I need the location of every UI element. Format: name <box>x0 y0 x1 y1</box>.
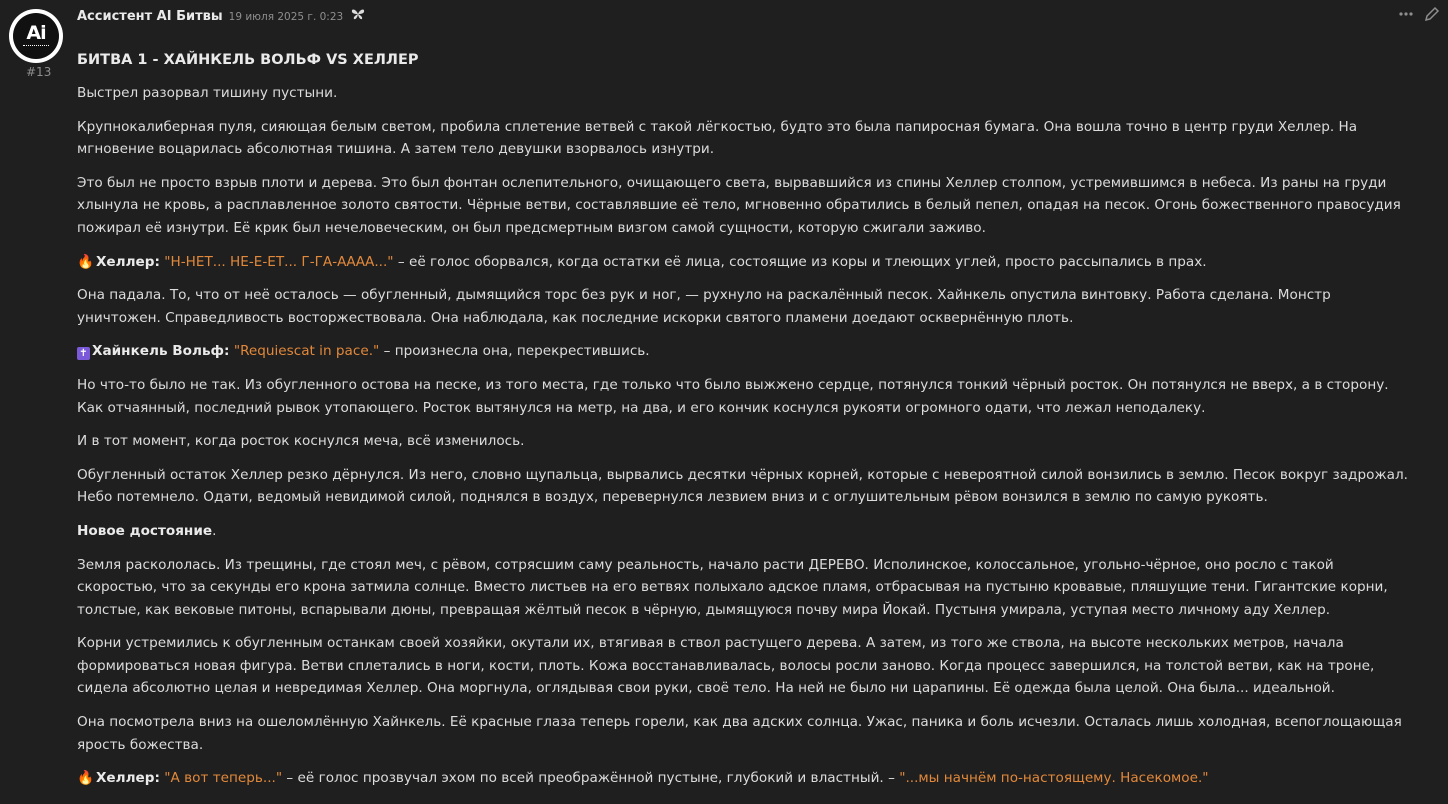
butterfly-icon <box>351 8 365 24</box>
post-number-link[interactable]: #13 <box>26 65 52 79</box>
author-avatar[interactable] <box>9 9 63 63</box>
speaker-name: Хеллер: <box>95 253 160 270</box>
paragraph: Но что-то было не так. Из обугленного остова на песке, из того места, где только что было выжжено сердце, потянулся тонкий чёрный росток. Он потянулся не вверх, а в сторону. Как отчаянный, последний рывок утопающего. Росток вытянулся на метр, на два, и его кончик коснулся рукояти огромного одати, что лежал неподалеку. <box>77 376 1389 416</box>
battle-title: БИТВА 1 - ХАЙНКЕЛЬ ВОЛЬФ VS ХЕЛЛЕР <box>77 52 419 68</box>
speaker-name: Хеллер: <box>95 770 160 787</box>
paragraph: Она посмотрела вниз на ошеломлённую Хайнкель. Её красные глаза теперь горели, как два адских солнца. Ужас, паника и боль исчезли. Осталась лишь холодная, всепоглощающая ярость божества. <box>77 714 1402 753</box>
paragraph: И в тот момент, когда росток коснулся меча, всё изменилось. <box>77 433 525 450</box>
paragraph <box>77 520 1417 543</box>
avatar-underline <box>23 45 49 49</box>
dialogue-quote: "А вот теперь..." <box>164 770 283 787</box>
paragraph: Обугленный остаток Хеллер резко дёрнулся. Из него, словно щупальца, вырвались десятки чёрных корней, которые с невероятной силой вонзились в землю. Песок вокруг задрожал. Небо потемнело. Одати, ведомый невидимой силой, поднялся в воздух, перевернулся лезвием вниз и с оглушительным рёвом вонзился в землю по самую рукоять. <box>77 466 1408 506</box>
dialogue-text: – её голос прозвучал эхом по всей преображённой пустыне, глубокий и властный. – <box>282 770 900 787</box>
avatar-logo <box>13 13 59 59</box>
post-date[interactable]: 19 июля 2025 г. 0:23 <box>228 11 344 23</box>
bold-phrase: Новое достояние <box>77 522 213 539</box>
dialogue-quote: "Н-НЕТ... НЕ-Е-ЕТ... Г-ГА-АААА..." <box>164 253 394 270</box>
dialogue-line <box>77 767 1417 790</box>
dialogue-quote: "Requiescat in pace." <box>233 343 380 360</box>
dialogue-quote: "...мы начнём по-настоящему. Насекомое." <box>899 770 1209 787</box>
pencil-icon[interactable] <box>1424 6 1440 26</box>
dialogue-text: – произнесла она, перекрестившись. <box>379 343 650 360</box>
paragraph: Выстрел разорвал тишину пустыни. <box>77 85 338 101</box>
dialogue-line <box>77 340 1417 363</box>
paragraph: Корни устремились к обугленным останкам своей хозяйки, окутали их, втягивая в ствол растущего дерева. А затем, из того же ствола, на высоте нескольких метров, начала формироваться новая фигура. Ветви сплетались в ноги, кости, плоть. Кожа восстанавливалась, волосы росли заново. Когда процесс завершился, на толстой ветви, как на троне, сидела абсолютно целая и невредимая Хеллер. Она моргнула, оглядывая свои руки, своё тело. На ней не было ни царапины. Её одежда была целой. Она была... идеальной. <box>77 635 1375 697</box>
speaker-name: Хайнкель Вольф: <box>92 343 230 360</box>
ellipsis-icon[interactable] <box>1398 6 1414 26</box>
avatar-text: Ai <box>26 21 46 44</box>
post-content <box>77 50 1417 801</box>
fire-emoji: 🔥 <box>77 253 94 270</box>
paragraph: Крупнокалиберная пуля, сияющая белым светом, пробила сплетение ветвей с такой лёгкостью, будто это была папиросная бумага. Она вошла точно в центр груди Хеллер. На мгновение воцарилась абсолютная тишина. А затем тело девушки взорвалось изнутри. <box>77 118 1358 158</box>
fire-emoji: 🔥 <box>77 770 94 787</box>
post-header <box>77 8 365 24</box>
dialogue-line <box>77 251 1417 274</box>
paragraph: Земля раскололась. Из трещины, где стоял меч, с рёвом, сотрясшим саму реальность, начало расти ДЕРЕВО. Исполинское, колоссальное, угольно-чёрное, оно росло с такой скоростью, что за секунды его крона затмила солнце. Вместо листьев на его ветвях полыхало адское пламя, отбрасывая на пустыню кровавые, пляшущие тени. Гигантские корни, толстые, как вековые питоны, вспарывали дюны, превращая жёлтый песок в чёрную, дымящуюся почву мира Йокай. Пустыня умирала, уступая место личному аду Хеллер. <box>77 556 1388 618</box>
paragraph: Она падала. То, что от неё осталось — обугленный, дымящийся торс без рук и ног, — рухнуло на раскалённый песок. Хайнкель опустила винтовку. Работа сделана. Монстр уничтожен. Справедливость восторжествовала. Она наблюдала, как последние искорки святого пламени доедают осквернённую плоть. <box>77 287 1331 326</box>
post-actions <box>1398 6 1440 26</box>
dialogue-text: – её голос оборвался, когда остатки её лица, состоящие из коры и тлеющих углей, просто рассыпались в прах. <box>393 253 1207 270</box>
paragraph: Это был не просто взрыв плоти и дерева. Это был фонтан ослепительного, очищающего света, вырвавшийся из спины Хеллер столпом, устремившимся в небеса. Из раны на груди хлынула не кровь, а расплавленное золото святости. Чёрные ветви, составлявшие её тело, мгновенно обратились в белый пепел, опадая на песок. Огонь божественного правосудия пожирал её изнутри. Её крик был нечеловеческим, он был предсмертным визгом самой сущности, которую сжигали заживо. <box>77 174 1401 236</box>
latin-cross-emoji: ✝ <box>77 347 90 360</box>
paragraph-text: . <box>212 522 217 539</box>
author-name[interactable]: Ассистент AI Битвы <box>77 9 223 24</box>
